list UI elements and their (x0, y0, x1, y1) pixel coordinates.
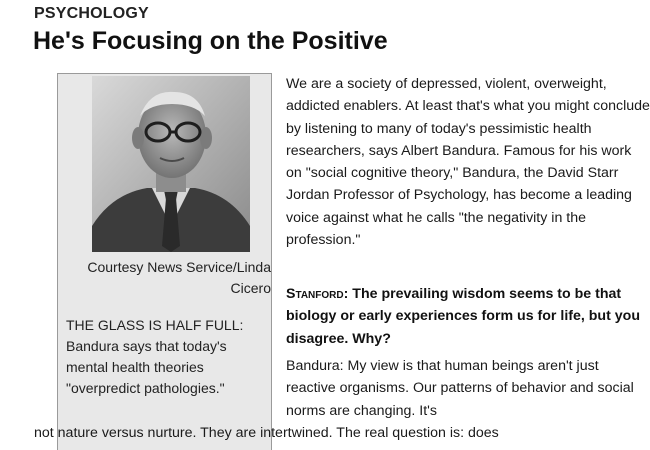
photo-credit: Courtesy News Service/Linda Cicero (87, 259, 271, 296)
question-text: The prevailing wisdom seems to be that biology or early experiences form us for life, but you disagree. Why? (286, 286, 640, 347)
section-label: PSYCHOLOGY (34, 5, 149, 22)
portrait-image-icon (92, 76, 250, 252)
photo-caption: THE GLASS IS HALF FULL: Bandura says that today's mental health theories "overpredict pathologies." (66, 317, 244, 396)
article-headline: He's Focusing on the Positive (33, 27, 388, 55)
answer-paragraph: Bandura: My view is that human beings aren't just reactive organisms. Our patterns of behavior and social norms are changing. It's (286, 358, 634, 419)
photo-sidebar (57, 73, 272, 450)
question-speaker: Stanford: (286, 286, 349, 302)
interview-question (286, 283, 650, 350)
portrait-photo (92, 76, 250, 252)
answer-paragraph-continued: not nature versus nurture. They are intertwined. The real question is: does (34, 425, 499, 441)
intro-paragraph: We are a society of depressed, violent, overweight, addicted enablers. At least that's what you might conclude by listening to many of today's pessimistic health researchers, says Albert Bandura. Famous for his work on "social cognitive theory," Bandura, the David Starr Jordan Professor of Psychology, has become a leading voice against what he calls "the negativity in the profession." (286, 76, 650, 249)
